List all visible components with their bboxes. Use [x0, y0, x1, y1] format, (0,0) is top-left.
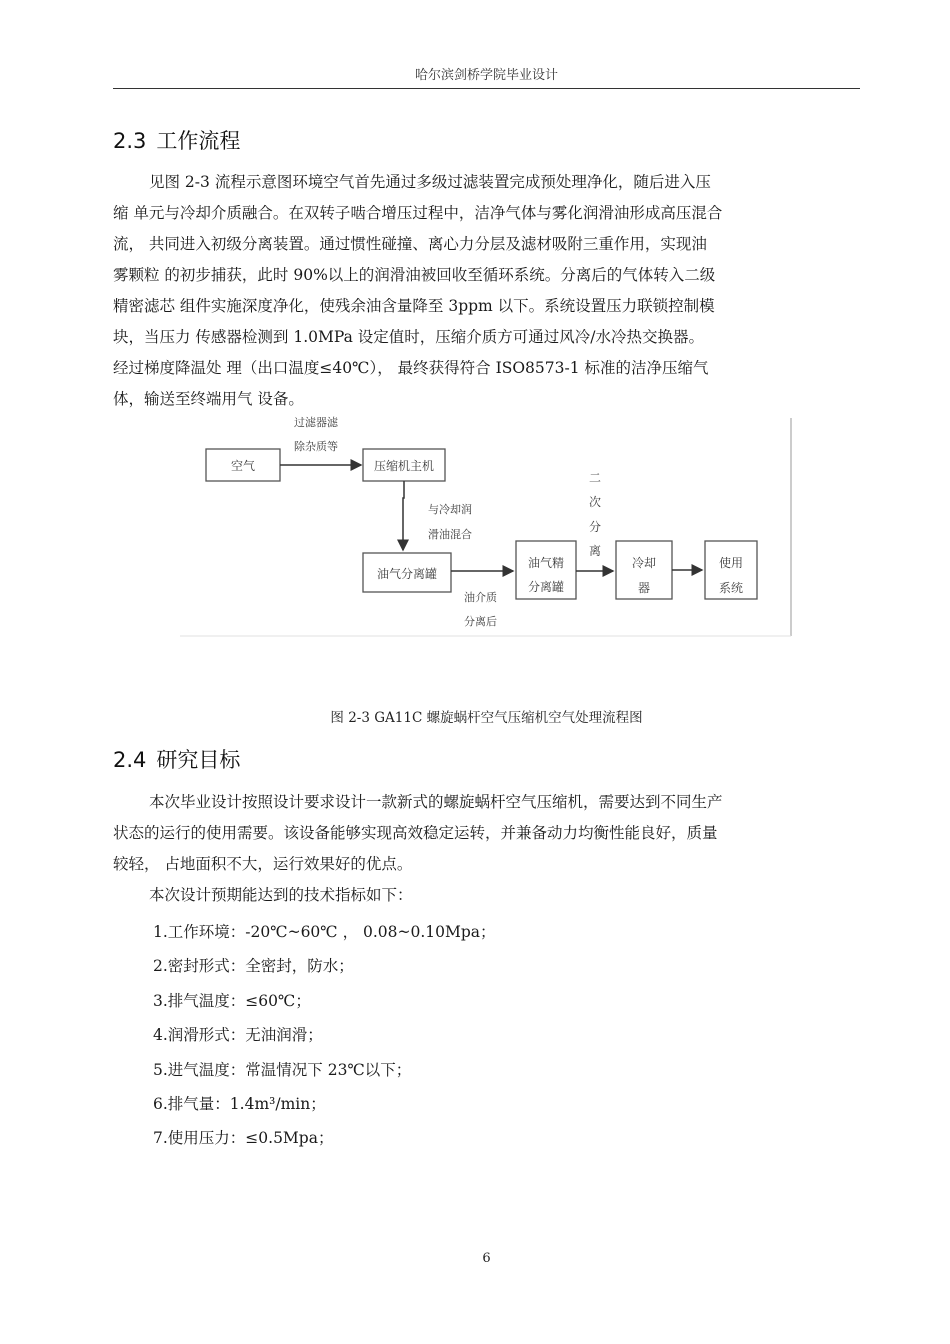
- paragraph-line: 状态的运行的使用需要。该设备能够实现高效稳定运转，并兼备动力均衡性能良好，质量: [113, 824, 718, 842]
- oil-separator-node-label: 油气分离罐: [376, 567, 438, 581]
- paragraph-line: 体，输送至终端用气 设备。: [113, 390, 304, 408]
- compressor-node-label: 压缩机主机: [373, 459, 435, 473]
- paragraph-line: 本次毕业设计按照设计要求设计一款新式的螺旋蜗杆空气压缩机，需要达到不同生产: [149, 793, 723, 811]
- section-2-3-paragraph: [113, 167, 860, 415]
- section-title: 工作流程: [156, 129, 241, 153]
- fine-separator-label: 分离罐: [527, 580, 565, 594]
- secondary-label: 离: [588, 544, 602, 558]
- cooler-label: 冷却: [631, 556, 657, 570]
- secondary-label: 二: [588, 471, 602, 485]
- spec-list: [153, 915, 496, 1156]
- section-heading-2-4: [113, 744, 240, 774]
- secondary-label: 分: [588, 520, 602, 534]
- page-number: 6: [482, 1251, 491, 1266]
- fine-separator-label: 油气精: [527, 556, 565, 570]
- paragraph-line: 雾颗粒 的初步捕获，此时 90%以上的润滑油被回收至循环系统。分离后的气体转入二级: [113, 266, 716, 284]
- section-title: 研究目标: [156, 748, 241, 772]
- use-system-label: 系统: [718, 581, 744, 595]
- filter-label: 除杂质等: [294, 440, 338, 453]
- secondary-label: 次: [588, 495, 602, 509]
- spec-item: 7.使用压力：≤0.5Mpa；: [153, 1129, 334, 1148]
- cooler-label: 器: [637, 581, 651, 595]
- section-number: 2.3: [113, 129, 147, 153]
- spec-item: 4.润滑形式：无油润滑；: [153, 1026, 323, 1045]
- spec-item: 2.密封形式：全密封，防水；: [153, 957, 354, 976]
- paragraph-line: 本次设计预期能达到的技术指标如下：: [149, 886, 413, 904]
- paragraph-line: 见图 2-3 流程示意图环境空气首先通过多级过滤装置完成预处理净化，随后进入压: [149, 173, 711, 191]
- spec-item: 3.排气温度：≤60℃；: [153, 991, 311, 1010]
- process-flow-diagram: [170, 410, 800, 640]
- paragraph-line: 流， 共同进入初级分离装置。通过惯性碰撞、离心力分层及滤材吸附三重作用，实现油: [113, 235, 707, 253]
- page-header: 哈尔滨剑桥学院毕业设计: [414, 68, 558, 83]
- mix-label: 与冷却润: [428, 503, 472, 516]
- filter-label: 过滤器滤: [294, 416, 338, 429]
- paragraph-line: 块，当压力 传感器检测到 1.0MPa 设定值时，压缩介质方可通过风冷/水冷热交换器。: [113, 328, 705, 346]
- oil-label: 油介质: [464, 591, 497, 604]
- spec-item: 1.工作环境：-20℃~60℃ ， 0.08~0.10Mpa；: [153, 923, 496, 941]
- section-number: 2.4: [113, 748, 147, 772]
- spec-item: 5.进气温度：常温情况下 23℃以下；: [153, 1060, 412, 1079]
- section-heading-2-3: [113, 125, 240, 155]
- section-2-4-paragraph: [113, 787, 860, 911]
- mix-label: 滑油混合: [428, 528, 472, 541]
- paragraph-line: 缩 单元与冷却介质融合。在双转子啮合增压过程中，洁净气体与雾化润滑油形成高压混合: [113, 204, 723, 222]
- paragraph-line: 精密滤芯 组件实施深度净化，使残余油含量降至 3ppm 以下。系统设置压力联锁控制模: [113, 297, 715, 315]
- paragraph-line: 经过梯度降温处 理（出口温度≤40℃）， 最终获得符合 ISO8573-1 标准的洁净压缩气: [113, 359, 709, 377]
- air-node-label: 空气: [230, 459, 256, 473]
- oil-label: 分离后: [464, 615, 497, 628]
- figure-caption: 图 2-3 GA11C 螺旋蜗杆空气压缩机空气处理流程图: [330, 710, 643, 726]
- spec-item: 6.排气量：1.4m³/min；: [153, 1094, 326, 1113]
- flow-arrow: [403, 481, 404, 550]
- header-rule: [113, 88, 860, 89]
- use-system-label: 使用: [718, 556, 744, 570]
- paragraph-line: 较轻， 占地面积不大，运行效果好的优点。: [113, 855, 413, 873]
